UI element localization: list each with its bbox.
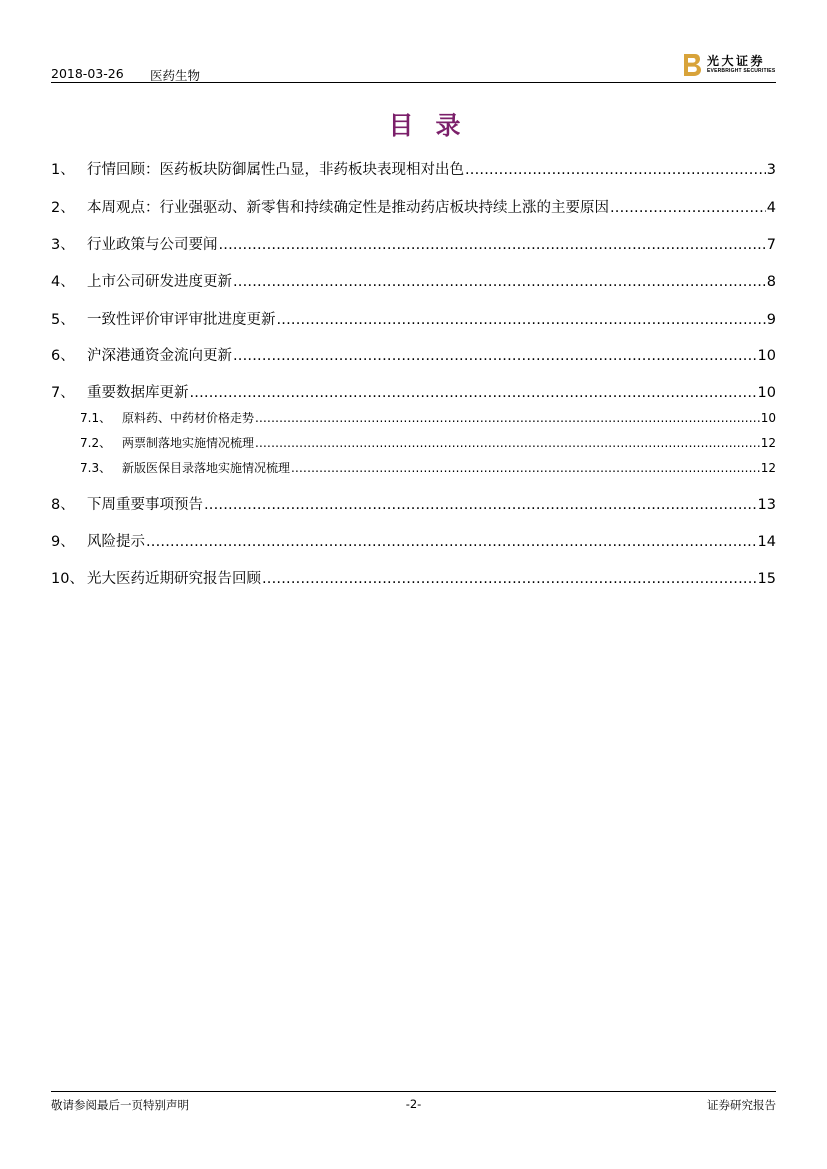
toc-leader-dots (233, 274, 766, 290)
toc-entry-text: 下周重要事项预告 (87, 497, 203, 513)
toc-entry-number: 2、 (51, 200, 75, 216)
toc-entry-number: 9、 (51, 534, 75, 550)
toc-entry-number: 7.3、 (80, 461, 112, 475)
toc-entry-page: 12 (760, 461, 776, 475)
logo-chinese-name: 光大证券 (707, 54, 766, 68)
toc-entry-text: 光大医药近期研究报告回顾 (87, 571, 261, 587)
toc-entry[interactable] (51, 233, 776, 254)
toc-entry-page: 15 (757, 571, 776, 587)
report-sector: 医药生物 (150, 68, 201, 83)
toc-leader-dots (255, 411, 760, 425)
header-divider (51, 82, 776, 83)
toc-leader-dots (219, 237, 766, 253)
toc-entry[interactable] (51, 530, 776, 551)
toc-leader-dots (204, 497, 757, 513)
toc-entry-page: 14 (757, 534, 776, 550)
footer-report-type: 证券研究报告 (707, 1098, 776, 1112)
toc-entry-text: 一致性评价审评审批进度更新 (87, 312, 276, 328)
page-number: -2- (405, 1097, 422, 1111)
toc-entry-page: 12 (760, 436, 776, 450)
toc-entry-page: 10 (757, 385, 776, 401)
toc-entry-page: 9 (766, 312, 776, 328)
toc-entry-text: 上市公司研发进度更新 (87, 274, 232, 290)
report-date: 2018-03-26 (51, 66, 124, 81)
everbright-logo (684, 52, 776, 80)
toc-entry-number: 7.1、 (80, 411, 112, 425)
footer-disclaimer: 敬请参阅最后一页特别声明 (51, 1098, 189, 1112)
toc-entry-text: 行情回顾：医药板块防御属性凸显，非药板块表现相对出色 (87, 162, 464, 178)
toc-entry-text: 原料药、中药材价格走势 (122, 411, 255, 425)
toc-title: 目录 (388, 111, 483, 140)
toc-leader-dots (465, 162, 766, 178)
logo-mark-icon (684, 54, 701, 76)
toc-entry-page: 10 (757, 348, 776, 364)
toc-entry-page: 10 (760, 411, 776, 425)
toc-leader-dots (277, 312, 766, 328)
toc-entry[interactable] (51, 196, 776, 217)
toc-entry-text: 风险提示 (87, 534, 145, 550)
toc-entry-page: 13 (757, 497, 776, 513)
toc-entry[interactable] (51, 308, 776, 329)
toc-entry[interactable] (51, 381, 776, 402)
toc-leader-dots (233, 348, 757, 364)
toc-leader-dots (610, 200, 766, 216)
toc-leader-dots (291, 461, 760, 475)
toc-leader-dots (146, 534, 757, 550)
toc-entry-text: 重要数据库更新 (87, 385, 189, 401)
toc-leader-dots (262, 571, 757, 587)
toc-entry[interactable] (51, 270, 776, 291)
toc-entry-number: 4、 (51, 274, 75, 290)
toc-entry-page: 4 (766, 200, 776, 216)
toc-leader-dots (255, 436, 760, 450)
toc-entry-number: 7、 (51, 385, 75, 401)
toc-subentry[interactable] (51, 434, 776, 451)
toc-entry-number: 6、 (51, 348, 75, 364)
toc-entry-text: 沪深港通资金流向更新 (87, 348, 232, 364)
toc-entry-number: 8、 (51, 497, 75, 513)
toc-entry-number: 1、 (51, 162, 75, 178)
page-header (51, 54, 776, 84)
toc-entry-number: 5、 (51, 312, 75, 328)
toc-entry[interactable] (51, 344, 776, 365)
toc-subentry[interactable] (51, 459, 776, 476)
toc-entry-text: 行业政策与公司要闻 (87, 237, 218, 253)
footer-divider (51, 1091, 776, 1092)
toc-entry[interactable] (51, 493, 776, 514)
toc-entry-number: 7.2、 (80, 436, 112, 450)
toc-entry-number: 3、 (51, 237, 75, 253)
toc-entry-text: 本周观点：行业强驱动、新零售和持续确定性是推动药店板块持续上涨的主要原因 (87, 200, 609, 216)
toc-entry-page: 7 (766, 237, 776, 253)
toc-entry-page: 3 (766, 162, 776, 178)
toc-leader-dots (190, 385, 757, 401)
logo-english-name: EVERBRIGHT SECURITIES (707, 68, 776, 74)
toc-entry-text: 两票制落地实施情况梳理 (122, 436, 255, 450)
toc-entry-text: 新版医保目录落地实施情况梳理 (122, 461, 291, 475)
toc-entry[interactable] (51, 158, 776, 179)
toc-entry-page: 8 (766, 274, 776, 290)
toc-entry-number: 10、 (51, 571, 84, 587)
toc-entry[interactable] (51, 567, 776, 588)
toc-subentry[interactable] (51, 409, 776, 426)
